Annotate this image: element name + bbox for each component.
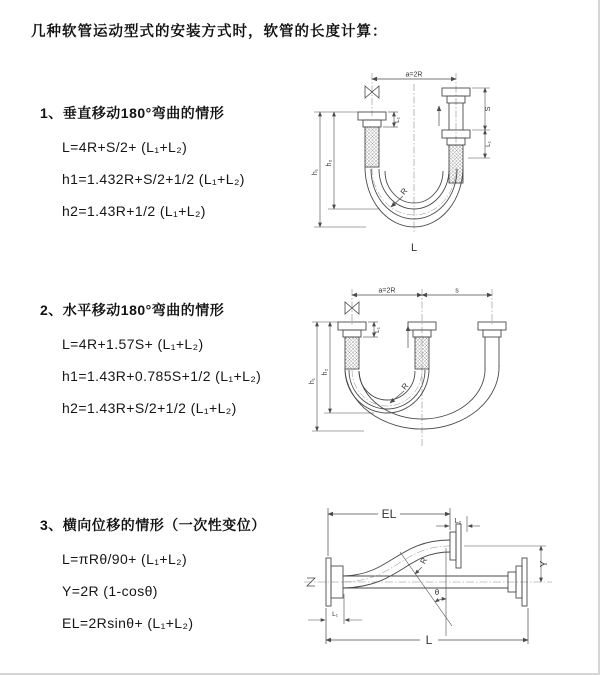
dim-label-l2: L₂ (454, 518, 462, 525)
page-title: 几种软管运动型式的安装方式时，软管的长度计算： (31, 24, 388, 40)
diagram-3-svg (296, 502, 558, 652)
diagram-lateral-displacement (296, 502, 558, 657)
diagram-1-svg (306, 70, 521, 255)
section-1 (40, 103, 320, 219)
section-3 (40, 515, 320, 631)
dim-label-a2r: a=2R (405, 71, 423, 79)
formula-line: L=4R+S/2+ (L₁+L₂) (62, 139, 188, 155)
dim-label-l: L (410, 242, 418, 254)
radius-arrow (390, 391, 404, 403)
dim-label-y: Y (539, 560, 550, 568)
diagram-2-svg (304, 286, 526, 462)
diagram-horizontal-movement (304, 286, 526, 467)
centerlines (372, 73, 456, 232)
displaced-hose (343, 524, 461, 588)
radius-arrow (391, 196, 403, 207)
section-1-heading: 1、垂直移动180°弯曲的情形 (40, 105, 225, 121)
dim-label-r: R (398, 186, 410, 197)
section-3-heading: 3、横向位移的情形（一次性变位） (40, 517, 266, 533)
formula-line: Y=2R (1-cosθ) (62, 583, 158, 599)
dim-label-h2: h₂ (322, 368, 329, 376)
hose-bends (345, 365, 499, 429)
dim-label-h1: h₁ (309, 377, 316, 385)
formula-line: h2=1.43R+1/2 (L₁+L₂) (62, 203, 206, 219)
dim-label-s: s (455, 287, 459, 295)
section-2-heading: 2、水平移动180°弯曲的情形 (40, 302, 225, 318)
dim-label-r: R (418, 556, 430, 566)
formula-line: L=4R+1.57S+ (L₁+L₂) (62, 336, 204, 352)
dim-label-el: EL (381, 507, 397, 521)
diagram-vertical-movement (306, 70, 521, 260)
dim-label-l1: L₁ (374, 327, 381, 333)
formula-line: L=πRθ/90+ (L₁+L₂) (62, 551, 188, 567)
dim-label-l: L (425, 633, 433, 647)
dim-label-h1: h₁ (312, 168, 319, 176)
dim-label-a2r: a=2R (378, 287, 396, 295)
formula-line: h2=1.43R+S/2+1/2 (L₁+L₂) (62, 400, 237, 416)
formula-line: h1=1.432R+S/2+1/2 (L₁+L₂) (62, 171, 245, 187)
dim-label-theta: θ (434, 588, 440, 597)
section-2 (40, 300, 320, 416)
dim-label-r: R (399, 381, 411, 392)
formula-line: EL=2Rsinθ+ (L₁+L₂) (62, 615, 194, 631)
dim-label-l1: L₁ (332, 611, 338, 618)
dim-l1 (308, 594, 362, 624)
dim-h (312, 322, 374, 431)
dim-y (464, 546, 546, 582)
dim-label-l1-right: L₁ (485, 141, 492, 147)
dim-label-h2: h₂ (326, 159, 333, 167)
left-pipe (358, 112, 386, 167)
formula-line: h1=1.43R+0.785S+1/2 (L₁+L₂) (62, 368, 262, 384)
dim-label-s: S (483, 106, 492, 112)
dim-label-l1: L₁ (394, 117, 401, 123)
radius-arrow (415, 567, 422, 574)
